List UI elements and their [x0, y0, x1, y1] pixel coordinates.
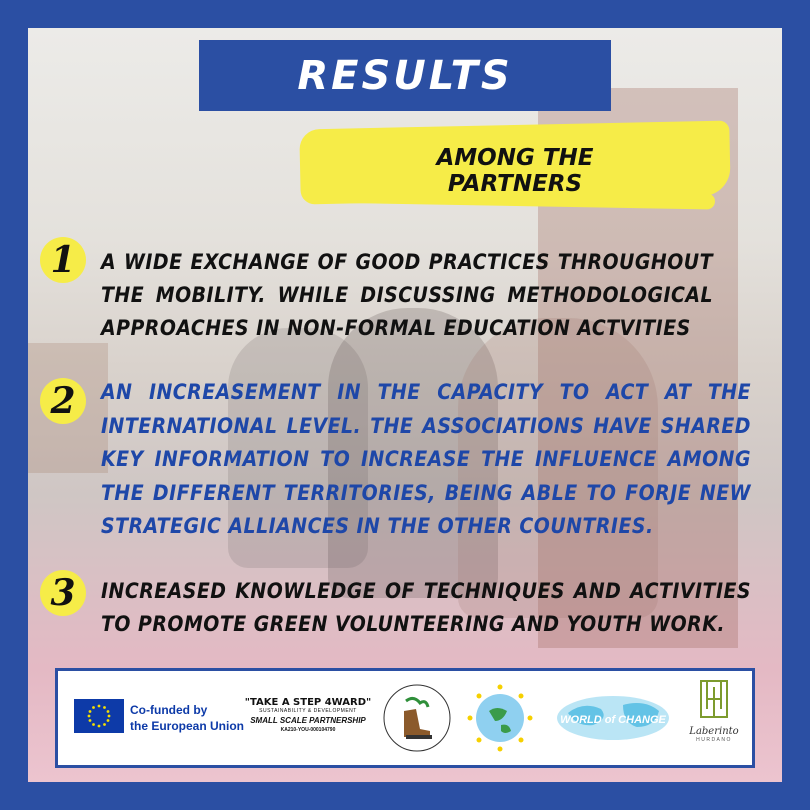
- svg-text:WORLD of CHANGE: WORLD of CHANGE: [560, 714, 666, 726]
- eu-cofunded-label: [130, 702, 244, 734]
- eu-line-1: Co-funded by: [130, 703, 208, 717]
- eu-line-2: the European Union: [130, 719, 244, 733]
- project-info: [243, 697, 373, 733]
- eu-flag-icon: [74, 699, 124, 733]
- project-subtitle: SUSTAINABILITY & DEVELOPMENT: [259, 708, 357, 714]
- title-banner: [199, 40, 611, 111]
- number-badge-2: 2: [40, 378, 86, 424]
- subtitle: AMONG THE PARTNERS: [436, 145, 594, 197]
- maze-icon: [699, 679, 729, 719]
- laberinto-name: Laberinto: [689, 726, 739, 737]
- result-item-1: A WIDE EXCHANGE OF GOOD PRACTICES THROUGHOUT THE MOBILITY. WHILE DISCUSSING METHODOLOGICAL APPROACHES IN NON-FORMAL EDUCATION ACTVITIES: [101, 250, 713, 340]
- world-of-change-logo: [553, 693, 673, 743]
- take-a-step-logo: [380, 681, 454, 755]
- number-badge-3: 3: [40, 570, 86, 616]
- number-badge-1: 1: [40, 237, 86, 283]
- page-title: RESULTS: [297, 52, 513, 99]
- association-logo: [463, 681, 537, 755]
- result-item-2: AN INCREASEMENT IN THE CAPACITY TO ACT AT THE INTERNATIONAL LEVEL. THE ASSOCIATIONS HAVE SHARED KEY INFORMATION TO INCREASE THE INFLUENCE AMONG THE DIFFERENT TERRITORIES, BEING ABLE TO FORJE NEW STRATEGIC ALLIANCES IN THE OTHER COUNTRIES.: [101, 380, 751, 538]
- result-item-3: INCREASED KNOWLEDGE OF TECHNIQUES AND ACTIVITIES TO PROMOTE GREEN VOLUNTEERING AND YOUTH WORK.: [101, 579, 751, 636]
- laberinto-sub: HURDANO: [696, 737, 732, 743]
- project-type: SMALL SCALE PARTNERSHIP: [250, 716, 366, 725]
- project-code: KA210-YOU-000104790: [280, 727, 336, 733]
- project-title: "TAKE A STEP 4WARD": [244, 697, 372, 708]
- partners-footer: [55, 668, 755, 768]
- laberinto-logo: [684, 679, 744, 763]
